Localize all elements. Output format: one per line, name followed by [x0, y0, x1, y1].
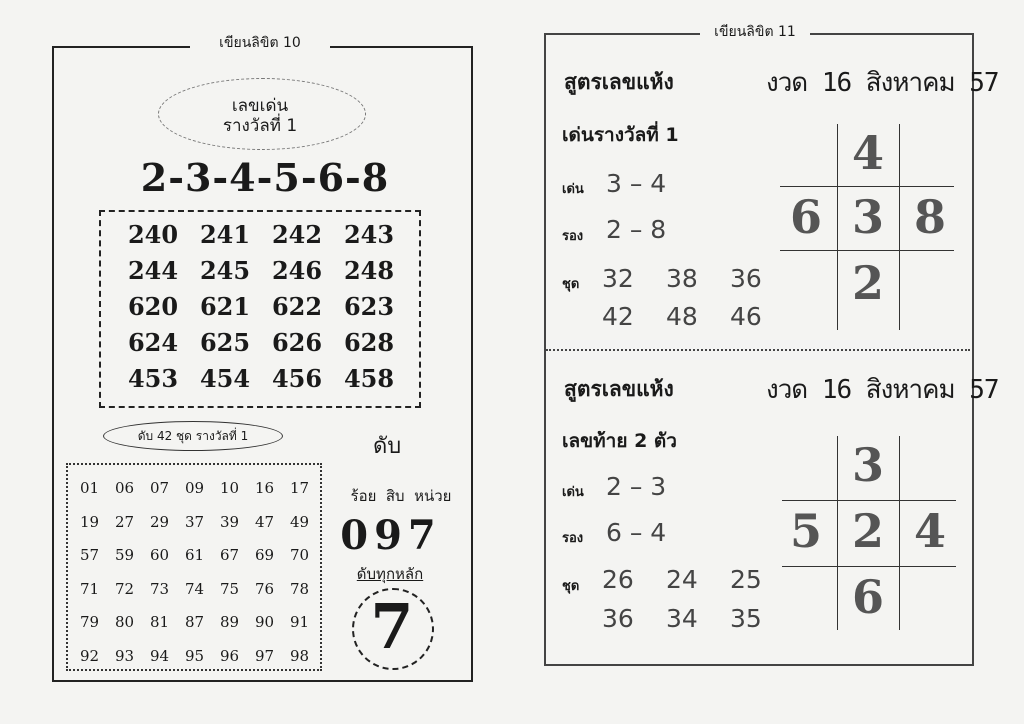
three-digit-set: 248 — [343, 256, 395, 285]
three-digit-set: 624 — [127, 328, 179, 357]
section2-cross-center: 2 — [851, 504, 884, 558]
section1-cross-top: 4 — [851, 126, 884, 180]
two-digit-set: 07 — [149, 479, 170, 497]
two-digit-set: 91 — [289, 613, 310, 632]
section2-title: สูตรเลขแห้ง — [564, 377, 674, 401]
two-digit-set: 69 — [254, 546, 275, 565]
two-digit-set: 92 — [79, 646, 100, 665]
three-digit-set: 626 — [271, 328, 323, 357]
right-page-header: เขียนลิขิต 11 — [700, 21, 810, 43]
two-digit-set: 97 — [254, 646, 275, 665]
dead-digits: 097 — [340, 512, 442, 559]
two-digit-set: 72 — [114, 579, 135, 598]
section1-title: สูตรเลขแห้ง — [564, 70, 674, 94]
three-digit-set: 628 — [343, 328, 395, 357]
section1-cross-line — [780, 250, 954, 251]
section1-cross-left: 6 — [789, 190, 822, 244]
two-digit-set: 01 — [79, 479, 100, 497]
two-digit-set: 78 — [289, 579, 310, 598]
two-digit-set: 74 — [184, 579, 205, 598]
section2-cross-top: 3 — [851, 438, 884, 492]
three-digit-set: 245 — [199, 256, 251, 285]
section1-set: 48 — [666, 302, 698, 331]
two-digit-set: 80 — [114, 613, 135, 632]
two-digit-set: 59 — [114, 546, 135, 565]
two-digit-set: 57 — [79, 546, 100, 565]
section-divider — [546, 349, 970, 351]
badge-line-2: รางวัลที่ 1 — [222, 116, 298, 136]
three-digit-set: 241 — [199, 220, 251, 249]
two-digit-set: 37 — [184, 512, 205, 531]
section2-second-label: รอง — [562, 531, 584, 546]
three-digit-set: 454 — [199, 364, 251, 393]
three-digit-set: 621 — [199, 292, 251, 321]
two-digit-set: 87 — [184, 613, 205, 632]
two-digit-set: 89 — [219, 613, 240, 632]
three-digit-set: 625 — [199, 328, 251, 357]
section2-set: 36 — [602, 604, 634, 633]
two-digit-set: 60 — [149, 546, 170, 565]
two-digit-set: 19 — [79, 512, 100, 531]
section1-cross-bottom: 2 — [851, 256, 884, 310]
two-digit-set: 27 — [114, 512, 135, 531]
section2-set: 24 — [666, 565, 698, 594]
two-digit-set: 06 — [114, 479, 135, 497]
two-digit-set: 29 — [149, 512, 170, 531]
section1-lead-value: 3 – 4 — [606, 169, 667, 198]
section2-cross-left: 5 — [789, 504, 822, 558]
section2-second-value: 6 – 4 — [606, 518, 667, 547]
left-page-header: เขียนลิขิต 10 — [190, 32, 330, 54]
three-digit-set: 246 — [271, 256, 323, 285]
section1-subtitle: เด่นรางวัลที่ 1 — [562, 124, 679, 146]
lead-digits: 2-3-4-5-6-8 — [140, 155, 390, 200]
section1-set: 42 — [602, 302, 634, 331]
section1-set: 46 — [730, 302, 762, 331]
section1-draw-date: งวด 16 สิงหาคม 57 — [766, 68, 999, 98]
two-digit-set: 09 — [184, 479, 205, 497]
two-digit-set: 90 — [254, 613, 275, 632]
section2-set: 34 — [666, 604, 698, 633]
three-digit-set: 243 — [343, 220, 395, 249]
section1-cross-line — [780, 186, 954, 187]
section2-lead-value: 2 – 3 — [606, 472, 667, 501]
section2-set: 26 — [602, 565, 634, 594]
section1-set-label: ชุด — [562, 277, 580, 292]
two-digit-set: 94 — [149, 646, 170, 665]
section2-lead-label: เด่น — [562, 485, 584, 500]
section2-cross-bottom: 6 — [851, 570, 884, 624]
three-digit-set: 242 — [271, 220, 323, 249]
dead-all-positions-digit: 7 — [370, 590, 414, 663]
section1-second-label: รอง — [562, 229, 584, 244]
two-digit-grid — [72, 472, 317, 674]
section2-cross-line — [782, 500, 956, 501]
two-digit-set: 73 — [149, 579, 170, 598]
section2-subtitle: เลขท้าย 2 ตัว — [562, 430, 677, 452]
section1-second-value: 2 – 8 — [606, 215, 667, 244]
three-digit-set: 244 — [127, 256, 179, 285]
three-digit-set: 456 — [271, 364, 323, 393]
section2-cross-right: 4 — [913, 504, 946, 558]
three-digit-set: 458 — [343, 364, 395, 393]
two-digit-set: 93 — [114, 646, 135, 665]
section1-cross-center: 3 — [851, 190, 884, 244]
two-digit-set: 79 — [79, 613, 100, 632]
badge-line-1: เลขเด่น — [231, 96, 289, 116]
section2-set-label: ชุด — [562, 579, 580, 594]
two-digit-set: 67 — [219, 546, 240, 565]
three-digit-set: 240 — [127, 220, 179, 249]
section2-draw-date: งวด 16 สิงหาคม 57 — [766, 375, 999, 405]
two-digit-set: 16 — [254, 479, 275, 497]
dead-all-positions-label: ดับทุกหลัก — [356, 565, 424, 583]
dead-label: ดับ — [373, 434, 402, 459]
two-digit-set: 98 — [289, 646, 310, 665]
section1-set: 36 — [730, 264, 762, 293]
section1-set: 38 — [666, 264, 698, 293]
two-digit-set: 81 — [149, 613, 170, 632]
section1-set: 32 — [602, 264, 634, 293]
two-digit-set: 96 — [219, 646, 240, 665]
section1-lead-label: เด่น — [562, 182, 584, 197]
two-digit-set: 49 — [289, 512, 310, 531]
three-digit-set: 622 — [271, 292, 323, 321]
dead-sets-pill: ดับ 42 ชุด รางวัลที่ 1 — [103, 421, 283, 451]
section2-set: 35 — [730, 604, 762, 633]
two-digit-set: 10 — [219, 479, 240, 497]
three-digit-set: 623 — [343, 292, 395, 321]
section1-cross-right: 8 — [913, 190, 946, 244]
two-digit-set: 70 — [289, 546, 310, 565]
two-digit-set: 39 — [219, 512, 240, 531]
two-digit-set: 17 — [289, 479, 310, 497]
three-digit-grid — [117, 220, 405, 393]
three-digit-set: 453 — [127, 364, 179, 393]
two-digit-set: 61 — [184, 546, 205, 565]
section2-set: 25 — [730, 565, 762, 594]
two-digit-set: 95 — [184, 646, 205, 665]
two-digit-set: 76 — [254, 579, 275, 598]
two-digit-set: 75 — [219, 579, 240, 598]
three-digit-set: 620 — [127, 292, 179, 321]
column-labels: ร้อย สิบ หน่วย — [350, 487, 452, 505]
two-digit-set: 71 — [79, 579, 100, 598]
section2-cross-line — [782, 566, 956, 567]
two-digit-set: 47 — [254, 512, 275, 531]
